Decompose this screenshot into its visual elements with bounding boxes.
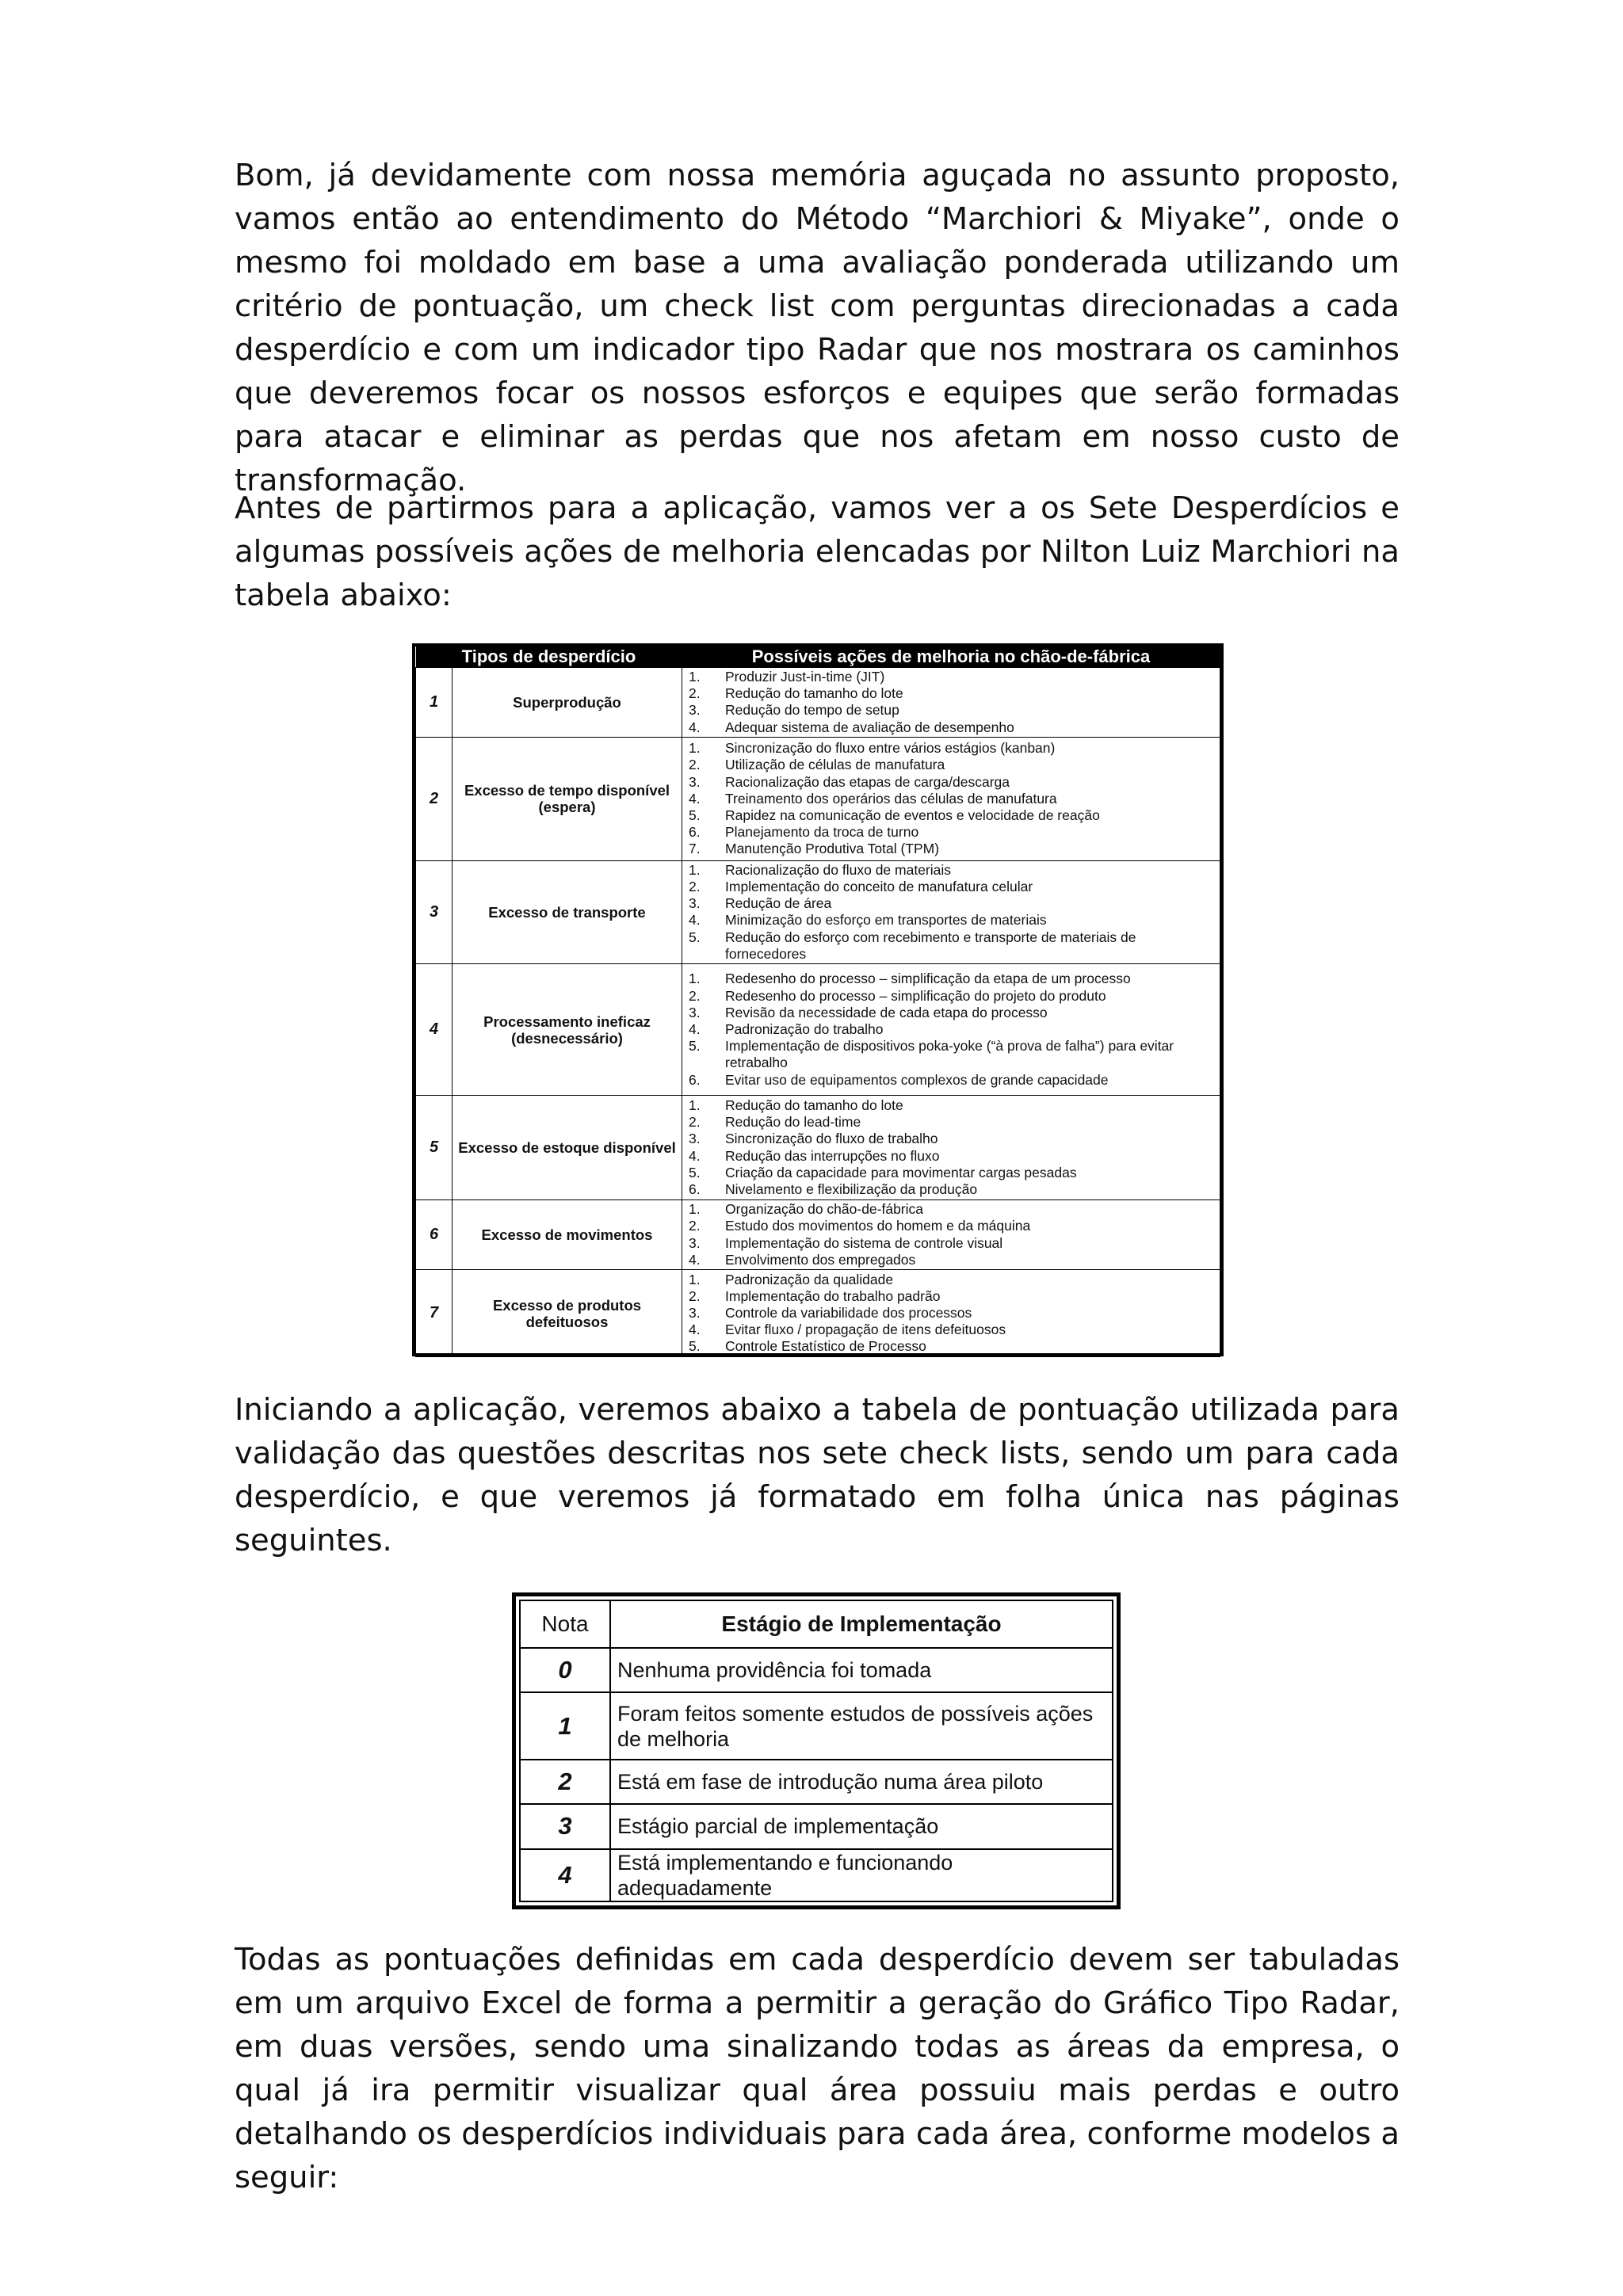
list-item-text: Redesenho do processo – simplificação do projeto do produto: [725, 987, 1106, 1004]
list-item-number: 4.: [689, 1322, 701, 1338]
list-item-number: 3.: [689, 773, 701, 790]
list-item-text: Sincronização do fluxo de trabalho: [725, 1131, 938, 1147]
list-item-text: Redução do lead-time: [725, 1114, 861, 1131]
improvement-actions: [682, 668, 1220, 738]
table-row: [520, 1760, 1113, 1804]
paragraph-intro: Bom, já devidamente com nossa memória aguçada no assunto proposto, vamos então ao entendimento do Método “Marchiori & Miyake”, onde o mesmo foi moldado em base a uma avaliação ponderada utilizando um critério de pontuação, um check list com perguntas direcionadas a cada desperdício e com um indicador tipo Radar que nos mostrara os caminhos que deveremos focar os nossos esforços e equipes que serão formadas para atacar e eliminar as perdas que nos afetam em nosso custo de transformação.: [235, 158, 1400, 498]
list-item-text: Controle Estatístico de Processo: [725, 1338, 926, 1355]
list-item-text: Estudo dos movimentos do homem e da máquina: [725, 1218, 1031, 1234]
score-description: Está em fase de introdução numa área piloto: [610, 1760, 1113, 1804]
list-item-text: Redução das interrupções no fluxo: [725, 1147, 940, 1164]
score-value: 0: [520, 1648, 610, 1692]
list-item-number: 1.: [689, 1271, 701, 1287]
waste-type: Excesso de transporte: [453, 860, 682, 963]
list-item-text: Racionalização das etapas de carga/descarga: [725, 773, 1010, 790]
list-item-text: Controle da variabilidade dos processos: [725, 1304, 972, 1321]
table-row: [520, 1804, 1113, 1848]
list-item-number: 2.: [689, 685, 701, 702]
list-item-text: Planejamento da troca de turno: [725, 824, 919, 841]
improvement-actions: [682, 964, 1220, 1096]
list-item-text: Redesenho do processo – simplificação da etapa de um processo: [725, 971, 1131, 987]
list-item: [689, 971, 1220, 987]
table-row: [416, 860, 1220, 963]
list-item-number: 5.: [689, 807, 701, 823]
list-item: [689, 1131, 1220, 1147]
table-row: [416, 1096, 1220, 1200]
list-item: [689, 895, 1220, 912]
list-item-number: 4.: [689, 912, 701, 929]
list-item: [689, 1322, 1220, 1338]
table-row: [416, 737, 1220, 860]
list-item-number: 2.: [689, 879, 701, 895]
waste-number: 3: [416, 860, 453, 963]
list-item-number: 6.: [689, 1180, 701, 1197]
seven-wastes-table: [412, 643, 1224, 1356]
list-item: [689, 685, 1220, 702]
list-item-number: 3.: [689, 1004, 701, 1020]
list-item-text: Implementação do conceito de manufatura celular: [725, 879, 1033, 895]
list-item-text: Evitar fluxo / propagação de itens defeituosos: [725, 1322, 1006, 1338]
list-item-text: Implementação de dispositivos poka-yoke (“à prova de falha”) para evitar retrabalho: [725, 1038, 1174, 1071]
list-item: [689, 1252, 1220, 1268]
list-item: [689, 791, 1220, 807]
list-item-text: Redução do esforço com recebimento e transporte de materiais de fornecedores: [725, 929, 1136, 962]
list-item-number: 1.: [689, 1097, 701, 1113]
list-item-number: 5.: [689, 1038, 701, 1055]
list-item-number: 3.: [689, 895, 701, 912]
list-item-number: 2.: [689, 1287, 701, 1304]
list-item-text: Padronização do trabalho: [725, 1020, 884, 1037]
list-item: [689, 757, 1220, 773]
score-value: 1: [520, 1692, 610, 1760]
table-row: [416, 964, 1220, 1096]
waste-type: Excesso de estoque disponível: [453, 1096, 682, 1200]
list-item-number: 3.: [689, 1234, 701, 1251]
list-item-number: 1.: [689, 669, 701, 685]
list-item: [689, 1288, 1220, 1305]
list-item: [689, 988, 1220, 1005]
header-stage: Estágio de Implementação: [610, 1600, 1113, 1648]
waste-type: Processamento ineficaz (desnecessário): [453, 964, 682, 1096]
waste-number: 7: [416, 1270, 453, 1357]
list-item-number: 6.: [689, 824, 701, 841]
list-item-number: 1.: [689, 861, 701, 878]
score-description: Está implementando e funcionando adequadamente: [610, 1849, 1113, 1901]
score-description: Nenhuma providência foi tomada: [610, 1648, 1113, 1692]
list-item-text: Sincronização do fluxo entre vários estágios (kanban): [725, 740, 1056, 757]
list-item: [689, 1218, 1220, 1234]
list-item: [689, 1072, 1220, 1089]
list-item-text: Nivelamento e flexibilização da produção: [725, 1180, 978, 1197]
waste-number: 2: [416, 737, 453, 860]
list-item-text: Minimização do esforço em transportes de materiais: [725, 912, 1047, 929]
list-item-number: 6.: [689, 1071, 701, 1088]
list-item: [689, 807, 1220, 824]
list-item: [689, 740, 1220, 757]
list-item-number: 2.: [689, 1114, 701, 1131]
list-item-number: 2.: [689, 1218, 701, 1234]
list-item-number: 3.: [689, 1304, 701, 1321]
score-description: Estágio parcial de implementação: [610, 1804, 1113, 1848]
list-item: [689, 1005, 1220, 1021]
waste-number: 6: [416, 1200, 453, 1270]
list-item-number: 2.: [689, 757, 701, 773]
list-item-text: Revisão da necessidade de cada etapa do processo: [725, 1004, 1048, 1020]
waste-type: Superprodução: [453, 668, 682, 738]
list-item: [689, 1097, 1220, 1114]
list-item-text: Organização do chão-de-fábrica: [725, 1201, 924, 1218]
score-value: 4: [520, 1849, 610, 1901]
improvement-actions: [682, 737, 1220, 860]
list-item: [689, 1165, 1220, 1181]
list-item-number: 4.: [689, 1020, 701, 1037]
improvement-actions: [682, 860, 1220, 963]
list-item-number: 4.: [689, 790, 701, 807]
list-item: [689, 1114, 1220, 1131]
list-item-number: 3.: [689, 702, 701, 719]
list-item-text: Manutenção Produtiva Total (TPM): [725, 841, 940, 857]
list-item-number: 5.: [689, 929, 701, 945]
list-item: [689, 912, 1220, 929]
list-item-text: Padronização da qualidade: [725, 1271, 894, 1287]
list-item: [689, 1272, 1220, 1288]
paragraph-seven-wastes: Antes de partirmos para a aplicação, vamos ver a os Sete Desperdícios e algumas possíveis ações de melhoria elencadas por Nilton Luiz Marchiori na tabela abaixo:: [235, 490, 1400, 613]
table-row: [520, 1648, 1113, 1692]
header-waste-types: Tipos de desperdício: [416, 646, 682, 668]
waste-type: Excesso de produtos defeituosos: [453, 1270, 682, 1357]
improvement-actions: [682, 1096, 1220, 1200]
score-table: [512, 1592, 1121, 1909]
waste-type: Excesso de tempo disponível (espera): [453, 737, 682, 860]
list-item-number: 4.: [689, 1251, 701, 1268]
list-item: [689, 719, 1220, 736]
list-item-text: Envolvimento dos empregados: [725, 1251, 916, 1268]
list-item-text: Redução do tempo de setup: [725, 702, 899, 719]
list-item: [689, 1181, 1220, 1198]
list-item: [689, 1305, 1220, 1322]
list-item-number: 2.: [689, 987, 701, 1004]
table-row: [416, 1200, 1220, 1270]
list-item: [689, 879, 1220, 895]
list-item: [689, 1148, 1220, 1165]
list-item-number: 5.: [689, 1164, 701, 1180]
list-item: [689, 1338, 1220, 1355]
list-item-text: Rapidez na comunicação de eventos e velocidade de reação: [725, 807, 1100, 823]
header-nota: Nota: [520, 1600, 610, 1648]
list-item-text: Treinamento dos operários das células de manufatura: [725, 790, 1057, 807]
score-value: 3: [520, 1804, 610, 1848]
list-item: [689, 824, 1220, 841]
list-item-text: Redução de área: [725, 895, 832, 912]
paragraph-scoring: Iniciando a aplicação, veremos abaixo a tabela de pontuação utilizada para validação das questões descritas nos sete check lists, sendo um para cada desperdício, e que veremos já formatado em folha única nas páginas seguintes.: [235, 1392, 1400, 1558]
list-item-text: Implementação do trabalho padrão: [725, 1287, 941, 1304]
table-row: [416, 668, 1220, 738]
list-item-number: 1.: [689, 1201, 701, 1218]
list-item: [689, 1201, 1220, 1218]
list-item-text: Utilização de células de manufatura: [725, 757, 945, 773]
list-item: [689, 1038, 1220, 1071]
waste-number: 4: [416, 964, 453, 1096]
list-item-text: Adequar sistema de avaliação de desempenho: [725, 719, 1014, 735]
list-item-number: 4.: [689, 1147, 701, 1164]
list-item: [689, 702, 1220, 719]
table-row: [520, 1692, 1113, 1760]
list-item-number: 3.: [689, 1131, 701, 1147]
improvement-actions: [682, 1200, 1220, 1270]
score-description: Foram feitos somente estudos de possíveis ações de melhoria: [610, 1692, 1113, 1760]
waste-type: Excesso de movimentos: [453, 1200, 682, 1270]
list-item: [689, 1235, 1220, 1252]
list-item-text: Redução do tamanho do lote: [725, 1097, 903, 1113]
list-item-number: 1.: [689, 971, 701, 987]
list-item-number: 7.: [689, 841, 701, 857]
list-item: [689, 669, 1220, 685]
list-item-text: Redução do tamanho do lote: [725, 685, 903, 702]
improvement-actions: [682, 1270, 1220, 1357]
list-item-number: 4.: [689, 719, 701, 735]
list-item-text: Racionalização do fluxo de materiais: [725, 861, 952, 878]
waste-number: 5: [416, 1096, 453, 1200]
waste-number: 1: [416, 668, 453, 738]
list-item: [689, 774, 1220, 791]
score-value: 2: [520, 1760, 610, 1804]
list-item-text: Produzir Just-in-time (JIT): [725, 669, 885, 685]
table-row: [520, 1849, 1113, 1901]
table-row: [416, 1270, 1220, 1357]
list-item: [689, 929, 1220, 963]
list-item-number: 1.: [689, 740, 701, 757]
list-item: [689, 841, 1220, 857]
list-item-text: Evitar uso de equipamentos complexos de grande capacidade: [725, 1071, 1109, 1088]
header-improvement-actions: Possíveis ações de melhoria no chão-de-fábrica: [682, 646, 1220, 668]
paragraph-radar: Todas as pontuações definidas em cada desperdício devem ser tabuladas em um arquivo Excel de forma a permitir a geração do Gráfico Tipo Radar, em duas versões, sendo uma sinalizando todas as áreas da empresa, o qual já ira permitir visualizar qual área possuiu mais perdas e outro detalhando os desperdícios individuais para cada área, conforme modelos a seguir:: [235, 1942, 1400, 2195]
list-item-text: Implementação do sistema de controle visual: [725, 1234, 1003, 1251]
list-item-text: Criação da capacidade para movimentar cargas pesadas: [725, 1164, 1077, 1180]
list-item-number: 5.: [689, 1338, 701, 1355]
list-item: [689, 1021, 1220, 1038]
list-item: [689, 862, 1220, 879]
